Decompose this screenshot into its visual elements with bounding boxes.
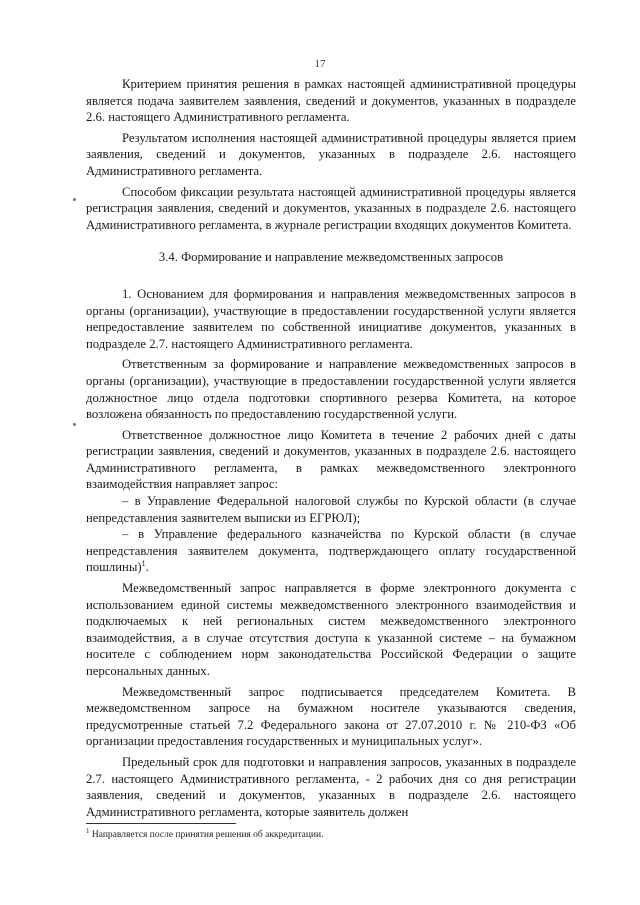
- margin-dot: [73, 198, 76, 201]
- list-item: – в Управление Федеральной налоговой службы по Курской области (в случае непредставления заявителем выписки из ЕГРЮЛ);: [86, 494, 576, 525]
- paragraph: Критерием принятия решения в рамках настоящей административной процедуры является подача заявителем заявления, сведений и документов, указанных в подразделе 2.6. настоящего Административного регламента.: [86, 77, 576, 125]
- paragraph: Предельный срок для подготовки и направления запросов, указанных в подразделе 2.7. настоящего Административного регламента, - 2 рабочих дня со дня регистрации заявления, сведений и документов, указанных в подразделе 2.6. настоящего Административного регламента, которые заявитель должен: [86, 754, 576, 819]
- paragraph: Межведомственный запрос подписывается председателем Комитета. В межведомственном запросе на бумажном носителе указываются сведения, предусмотренные статьей 7.2 Федерального закона от 27.07.2010 г. № 210-ФЗ «Об организации предоставления государственных и муниципальных услуг».: [86, 684, 576, 749]
- paragraph: 1. Основанием для формирования и направления межведомственных запросов в органы (организации), участвующие в предоставлении государственной услуги является непредоставление заявителем по собственной инициативе документов, указанных в подразделе 2.7. настоящего Административного регламента.: [86, 286, 576, 351]
- page-number: 17: [314, 58, 326, 70]
- paragraph: Межведомственный запрос направляется в форме электронного документа с использованием единой системы межведомственного электронного взаимодействия и подключаемых к ней региональных систем межведомственного электронного взаимодействия, а в случае отсутствия доступа к указанной системе – на бумажном носителе с соблюдением норм законодательства Российской Федерации о защите персональных данных.: [86, 581, 576, 678]
- list-item: – в Управление федерального казначейства по Курской области (в случае непредставления заявителем документа, подтверждающего оплату государственной пошлины)$^1$.: [86, 527, 576, 575]
- section-heading: 3.4. Формирование и направление межведомственных запросов: [158, 250, 504, 265]
- document-body: [86, 76, 576, 820]
- margin-dot: [73, 423, 76, 426]
- footnote-marker: 1: [86, 826, 90, 835]
- paragraph: Способом фиксации результата настоящей административной процедуры является регистрация заявления, сведений и документов, указанных в подразделе 2.6. настоящего Административного регламента, в журнале регистрации входящих документов Комитета.: [86, 184, 576, 232]
- list-item-text: – в Управление федерального казначейства по Курской области (в случае непредставления заявителем документа, подтверждающего оплату государственной пошлины): [86, 527, 576, 575]
- footnote-reference[interactable]: 1: [141, 559, 146, 569]
- footnote-text: Направляется после принятия решения об аккредитации.: [91, 830, 324, 840]
- paragraph: Ответственное должностное лицо Комитета в течение 2 рабочих дней с даты регистрации заявления, сведений и документов, указанных в подразделе 2.6. настоящего Административного регламента, в рамках межведомственного электронного взаимодействия направляет запрос:: [86, 427, 576, 492]
- paragraph: Результатом исполнения настоящей административной процедуры является прием заявления, сведений и документов, указанных в подразделе 2.6. настоящего Административного регламента.: [86, 130, 576, 178]
- footnote-separator: [86, 823, 236, 824]
- paragraph: Ответственным за формирование и направление межведомственных запросов в органы (организации), участвующие в предоставлении государственной услуги является должностное лицо отдела подготовки спортивного резерва Комитета, на которое возложена обязанность по предоставлению государственной услуги.: [86, 357, 576, 422]
- footnote: [86, 826, 576, 841]
